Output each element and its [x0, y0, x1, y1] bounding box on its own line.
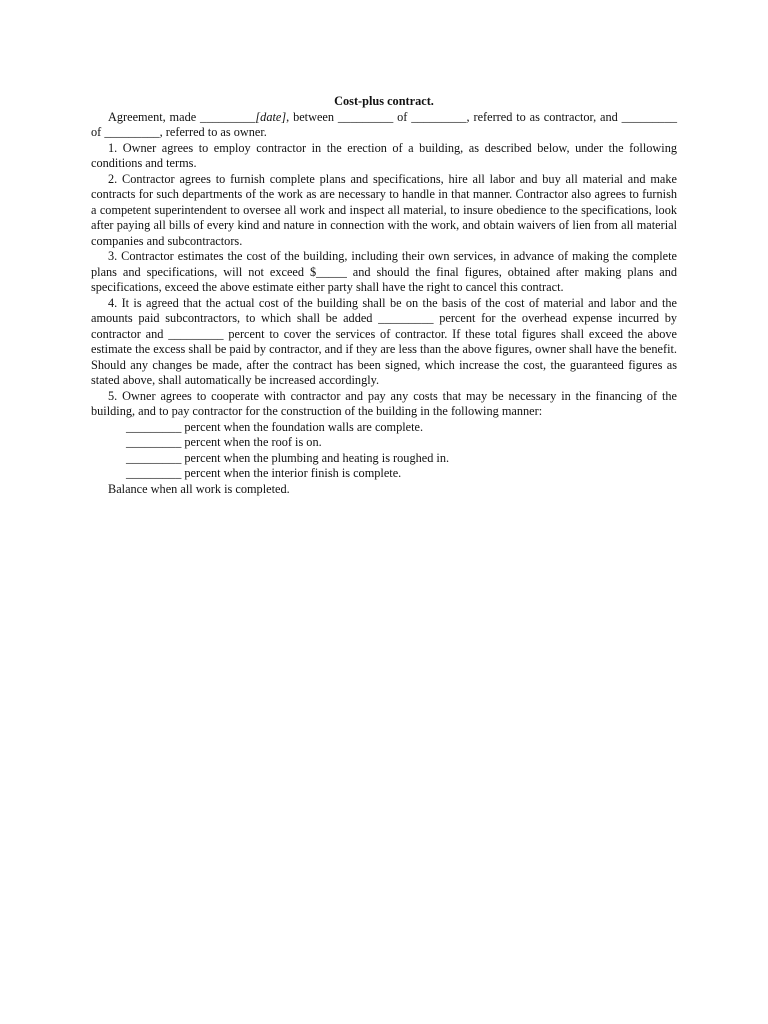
intro-before-date: Agreement, made _________	[108, 109, 256, 124]
closing-line: Balance when all work is completed.	[108, 481, 290, 496]
payment-schedule-item: _________ percent when the interior finish is complete.	[126, 466, 402, 480]
clause-1: 1. Owner agrees to employ contractor in the erection of a building, as described below, under the following conditions and terms.	[91, 140, 677, 170]
document-title: Cost-plus contract.	[334, 94, 434, 108]
payment-schedule-item: _________ percent when the roof is on.	[126, 435, 322, 449]
agreement-intro	[91, 110, 677, 141]
intro-after-date: , between _________ of _________, referred to as contractor, and _________ of _________, referred to as owner.	[91, 109, 677, 139]
document-page	[91, 94, 677, 497]
clause-5: 5. Owner agrees to cooperate with contractor and pay any costs that may be necessary in the financing of the building, and to pay contractor for the construction of the building in the following manner:	[91, 388, 677, 418]
payment-schedule-item: _________ percent when the foundation walls are complete.	[126, 419, 424, 434]
date-placeholder: [date]	[255, 109, 287, 124]
clause-3: 3. Contractor estimates the cost of the building, including their own services, in advance of making the complete plans and specifications, will not exceed $_____ and should the final figures, obtained after making plans and specifications, exceed the above estimate either party shall have the right to cancel this contract.	[91, 249, 677, 294]
clause-2: 2. Contractor agrees to furnish complete plans and specifications, hire all labor and buy all material and make contracts for such departments of the work as are necessary to handle in that manner. Contractor also agrees to furnish a competent superintendent to oversee all work and inspect all material, to insure obedience to the specifications, look after paying all bills of every kind and nature in connection with the work, and obtain waivers of lien from all material companies and subcontractors.	[91, 171, 677, 248]
payment-schedule-item: _________ percent when the plumbing and heating is roughed in.	[126, 450, 450, 465]
clause-4: 4. It is agreed that the actual cost of the building shall be on the basis of the cost of material and labor and the amounts paid subcontractors, to which shall be added _________ percent for the overhead expense incurred by contractor and _________ percent to cover the services of contractor. If these total figures shall exceed the above estimate the excess shall be paid by contractor, and if they are less than the above figures, owner shall have the benefit. Should any changes be made, after the contract has been signed, which increase the cost, the guaranteed figures as stated above, shall automatically be increased accordingly.	[91, 295, 677, 387]
